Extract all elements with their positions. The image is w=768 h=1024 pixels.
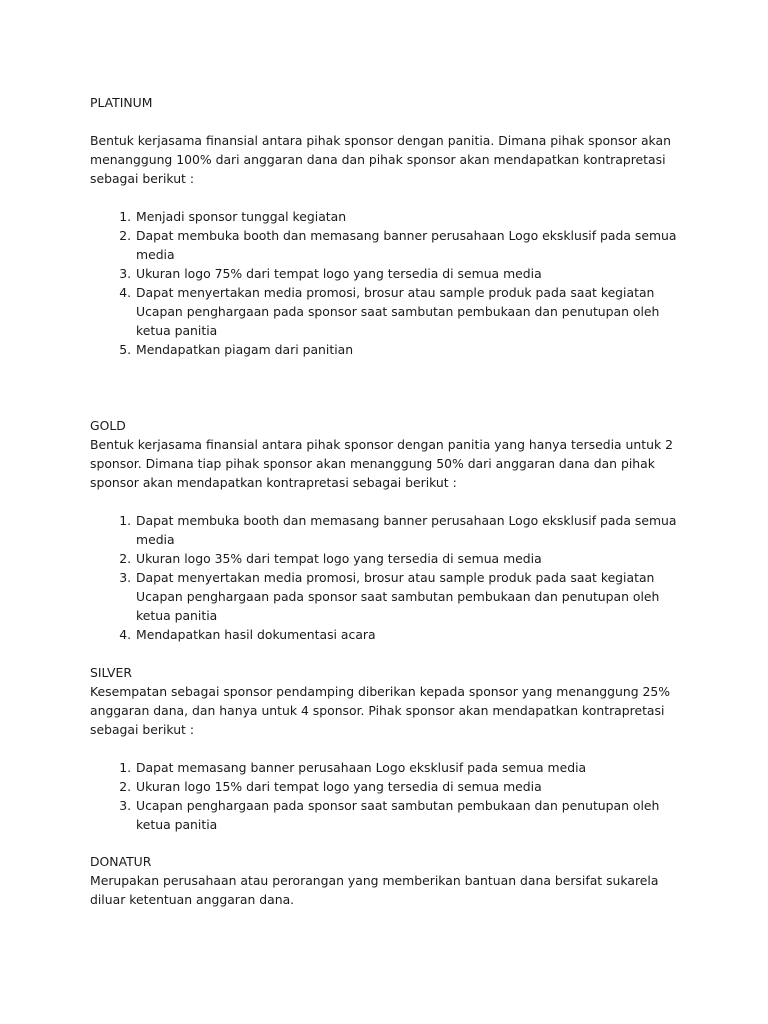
section-silver: [90, 663, 680, 834]
section-paragraph: Bentuk kerjasama finansial antara pihak sponsor dengan panitia yang hanya tersedia untuk 2 sponsor. Dimana tiap pihak sponsor akan menanggung 50% dari anggaran dana dan pihak sponsor akan mendapatkan kontrapretasi sebagai berikut :: [90, 437, 673, 490]
numbered-list: [90, 758, 680, 834]
list-item: 2. Ukuran logo 35% dari tempat logo yang tersedia di semua media: [135, 549, 680, 568]
numbered-list: [90, 207, 680, 359]
list-item: 3. Ucapan penghargaan pada sponsor saat sambutan pembukaan dan penutupan oleh ketua panitia: [135, 796, 680, 834]
section-gold: [90, 416, 680, 644]
section-donatur: [90, 852, 680, 909]
list-item: 1. Menjadi sponsor tunggal kegiatan: [135, 207, 680, 226]
list-item: 5. Mendapatkan piagam dari panitian: [135, 340, 680, 359]
document-page: [90, 93, 680, 909]
list-item: 3. Dapat menyertakan media promosi, brosur atau sample produk pada saat kegiatan Ucapan penghargaan pada sponsor saat sambutan pembukaan dan penutupan oleh ketua panitia: [135, 568, 680, 625]
section-platinum: [90, 93, 680, 359]
list-item: 1. Dapat memasang banner perusahaan Logo eksklusif pada semua media: [135, 758, 680, 777]
list-item: 4. Dapat menyertakan media promosi, brosur atau sample produk pada saat kegiatan Ucapan penghargaan pada sponsor saat sambutan pembukaan dan penutupan oleh ketua panitia: [135, 283, 680, 340]
section-paragraph: Bentuk kerjasama finansial antara pihak sponsor dengan panitia. Dimana pihak sponsor akan menanggung 100% dari anggaran dana dan pihak sponsor akan mendapatkan kontrapretasi sebagai berikut :: [90, 133, 671, 186]
list-item: 2. Dapat membuka booth dan memasang banner perusahaan Logo eksklusif pada semua media: [135, 226, 680, 264]
document-body: [90, 93, 680, 909]
list-item: 3. Ukuran logo 75% dari tempat logo yang tersedia di semua media: [135, 264, 680, 283]
section-paragraph: Merupakan perusahaan atau perorangan yang memberikan bantuan dana bersifat sukarela diluar ketentuan anggaran dana.: [90, 873, 659, 907]
section-paragraph: Kesempatan sebagai sponsor pendamping diberikan kepada sponsor yang menanggung 25% anggaran dana, dan hanya untuk 4 sponsor. Pihak sponsor akan mendapatkan kontrapretasi sebagai berikut :: [90, 684, 671, 737]
list-item: 2. Ukuran logo 15% dari tempat logo yang tersedia di semua media: [135, 777, 680, 796]
list-item: 4. Mendapatkan hasil dokumentasi acara: [135, 625, 680, 644]
section-heading: DONATUR: [90, 854, 152, 869]
section-heading: SILVER: [90, 665, 132, 680]
section-heading: GOLD: [90, 418, 126, 433]
numbered-list: [90, 511, 680, 644]
section-heading: PLATINUM: [90, 95, 153, 110]
list-item: 1. Dapat membuka booth dan memasang banner perusahaan Logo eksklusif pada semua media: [135, 511, 680, 549]
